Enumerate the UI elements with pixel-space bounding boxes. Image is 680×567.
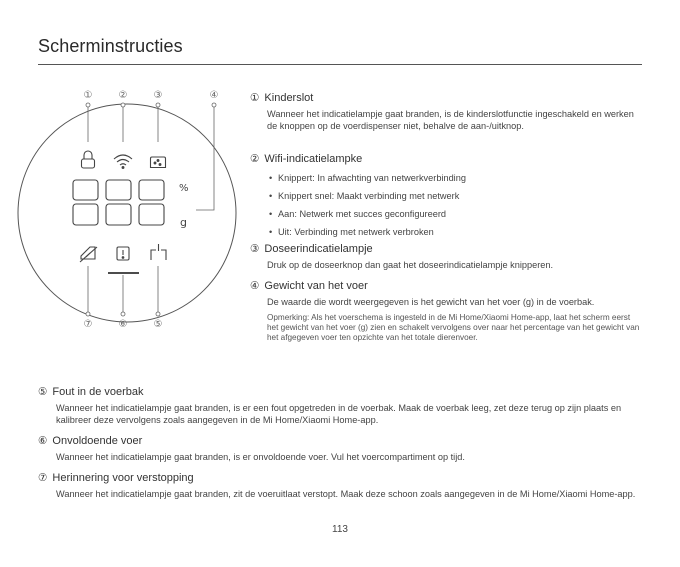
section-body: Wanneer het indicatielampje gaat branden, is er onvoldoende voer. Vul het voercompartiment op tijd. (56, 452, 465, 462)
marker-3: ③ (153, 90, 163, 101)
hopper-error-icon (151, 244, 166, 260)
section-number: ② (250, 153, 260, 165)
title-divider (38, 64, 642, 65)
section-heading (38, 386, 642, 399)
clog-icon (80, 247, 97, 262)
percent-unit: % (179, 183, 189, 194)
display-panel (18, 104, 236, 322)
bullet-list (250, 172, 642, 238)
low-food-icon (117, 247, 129, 260)
marker-5: ⑤ (153, 319, 163, 330)
section-heading (250, 153, 642, 166)
marker-1: ① (83, 90, 93, 101)
section-note: Opmerking: Als het voerschema is ingesteld in de Mi Home/Xiaomi Home-app, laat het scherm eerst het gewicht van het voer (g) zien en schakelt vervolgens over naar het percentage van het gewicht van het afgegeven voer ten opzichte van het totale dierenvoer. (267, 312, 640, 343)
section-number: ④ (250, 280, 260, 292)
section-title: Onvoldoende voer (52, 435, 143, 447)
marker-4: ④ (209, 90, 219, 101)
section-hopper-error (38, 386, 642, 426)
list-item: • Knippert: In afwachting van netwerkverbinding (267, 172, 642, 184)
marker-2: ② (118, 90, 128, 101)
section-title: Gewicht van het voer (264, 280, 368, 292)
marker-7: ⑦ (83, 319, 93, 330)
section-title: Fout in de voerbak (52, 386, 144, 398)
lock-icon (82, 151, 95, 168)
list-item: • Aan: Netwerk met succes geconfigureerd (267, 208, 642, 220)
section-heading (38, 472, 642, 485)
section-body: Wanneer het indicatielampje gaat branden, zit de voeruitlaat verstopt. Maak deze schoon zoals aangegeven in de Mi Home/Xiaomi Home-app. (56, 489, 636, 499)
section-heading (38, 435, 642, 448)
list-item: • Uit: Verbinding met netwerk verbroken (267, 226, 642, 238)
section-title: Wifi-indicatielampke (264, 153, 363, 165)
section-body: Wanneer het indicatielampje gaat branden, is de kinderslotfunctie ingeschakeld en werken de knoppen op de voerdispenser niet, behalve de aan-/uitknop. (267, 109, 634, 131)
section-title: Herinnering voor verstopping (52, 472, 194, 484)
section-number: ① (250, 92, 260, 104)
section-number: ⑥ (38, 435, 48, 447)
section-body: Wanneer het indicatielampje gaat branden, is er een fout opgetreden in de voerbak. Maak de voerbak leeg, zet deze terug op zijn plaats en kalibreer deze vervolgens zoals aangegeven in de Mi Home/Xiaomi Home-app. (56, 403, 622, 425)
section-child-lock (250, 92, 642, 132)
section-heading (250, 92, 642, 105)
section-heading (250, 243, 642, 256)
marker-6: ⑥ (118, 319, 128, 330)
leader-lines-bottom (86, 266, 160, 316)
section-food-weight (250, 280, 642, 344)
dose-icon (151, 157, 166, 168)
list-item: • Knippert snel: Maakt verbinding met netwerk (267, 190, 642, 202)
section-heading (250, 280, 642, 293)
section-body: Druk op de doseerknop dan gaat het doseerindicatielampje knipperen. (267, 260, 554, 270)
section-number: ③ (250, 243, 260, 255)
section-title: Kinderslot (264, 92, 314, 104)
section-dose (250, 243, 642, 272)
weight-unit: g (180, 216, 187, 229)
section-body: De waarde die wordt weergegeven is het gewicht van het voer (g) in de voerbak. (267, 297, 595, 307)
wifi-icon (114, 155, 132, 168)
digit-display (73, 180, 164, 225)
page-number: 113 (332, 524, 348, 535)
section-low-food (38, 435, 642, 464)
section-number: ⑦ (38, 472, 48, 484)
section-number: ⑤ (38, 386, 48, 398)
section-title: Doseerindicatielampje (264, 243, 373, 255)
page-title: Scherminstructies (38, 36, 183, 56)
leader-lines-top (86, 103, 216, 210)
section-clog-reminder (38, 472, 642, 501)
section-wifi (250, 153, 642, 244)
